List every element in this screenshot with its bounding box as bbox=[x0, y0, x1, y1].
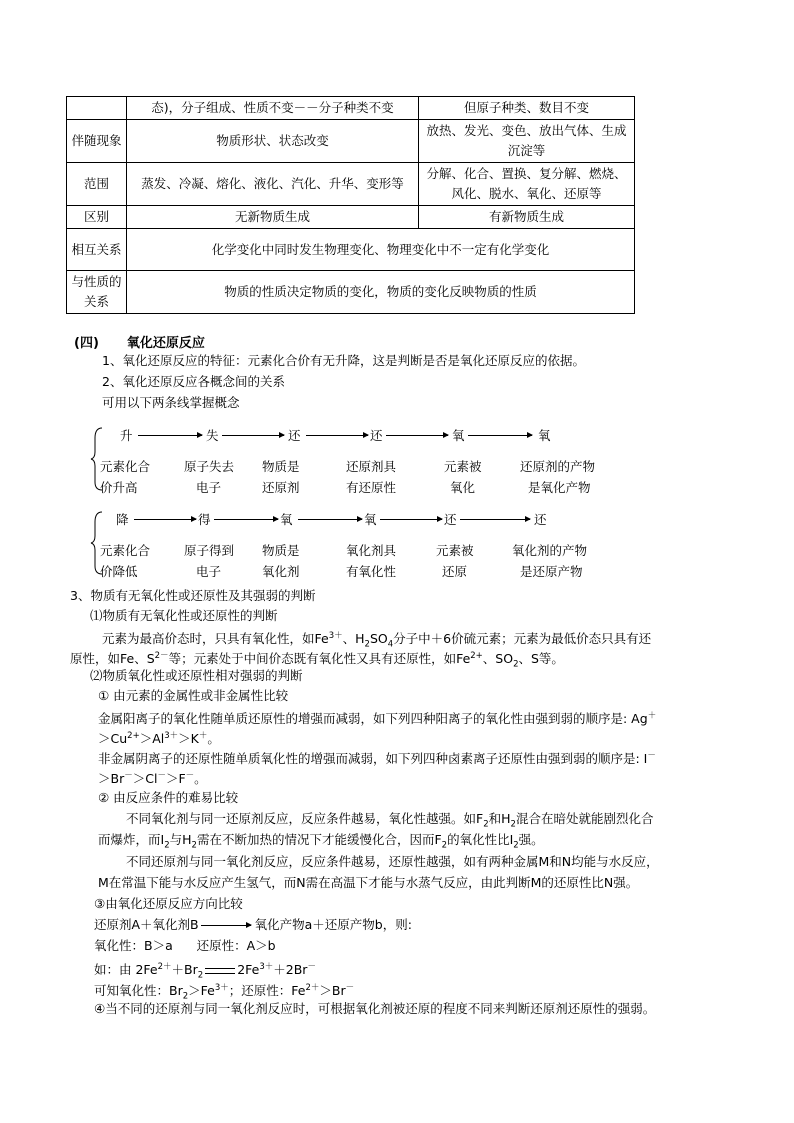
flow-head: 氧 bbox=[280, 512, 293, 527]
text-run: 可知氧化性：Br bbox=[94, 983, 183, 999]
text-run: 、S等。 bbox=[518, 651, 564, 667]
flow-label: 氧化 bbox=[450, 480, 476, 495]
text-run: ＞Br bbox=[98, 771, 125, 787]
flow-label: 还原剂具 bbox=[346, 459, 397, 474]
flow-head: 还 bbox=[534, 512, 547, 527]
arrow-icon bbox=[306, 435, 368, 436]
flow-label: 有还原性 bbox=[346, 480, 397, 495]
table-cell: 态)，分子组成、性质不变－－分子种类不变 bbox=[127, 97, 419, 120]
table-row bbox=[67, 271, 635, 314]
text-run: 、SO bbox=[482, 651, 514, 667]
paragraph bbox=[94, 915, 412, 935]
table-cell: 区别 bbox=[67, 206, 127, 229]
table-cell: 有新物质生成 bbox=[419, 206, 635, 229]
flow-label: 物质是 bbox=[262, 543, 300, 558]
concept-flow-reduction bbox=[90, 508, 650, 588]
flow-label: 电子 bbox=[196, 564, 222, 579]
paragraph: 可用以下两条线掌握概念 bbox=[102, 395, 240, 410]
text-run: 非金属阴离子的还原性随单质氧化性的增强而减弱，如下列四种卤素离子还原性由强到弱的顺序是: I bbox=[98, 751, 648, 767]
table-cell: 与性质的关系 bbox=[67, 271, 127, 314]
flow-label: 电子 bbox=[196, 480, 222, 495]
paragraph: M在常温下能与水反应产生氢气，而N需在高温下才能与水蒸气反应，由此判断M的还原性比N强。 bbox=[98, 875, 639, 890]
text-run: 不同氧化剂与同一还原剂反应，反应条件越易，氧化性越强。如F bbox=[126, 811, 484, 826]
paragraph: 原性，如Fe、$S^{2-}$等；元素处于中间价态既有氧化性又具有还原性，如$Fe^{2+}$、$SO_2$、S等。 bbox=[70, 651, 564, 670]
flow-head: 还 bbox=[444, 512, 457, 527]
arrow-icon bbox=[460, 519, 530, 520]
paragraph: 1、氧化还原反应的特征：元素化合价有无升降，这是判断是否是氧化还原反应的依据。 bbox=[102, 353, 585, 368]
text-run: ＋Br bbox=[171, 962, 198, 978]
table-cell: 蒸发、冷凝、熔化、液化、汽化、升华、变形等 bbox=[127, 163, 419, 206]
flow-label: 元素化合 bbox=[100, 459, 151, 474]
concept-flow-oxidation bbox=[90, 424, 650, 504]
text-run: 原性，如Fe、S bbox=[70, 651, 155, 667]
flow-label: 氧化剂的产物 bbox=[512, 543, 588, 558]
text-run: 与H bbox=[169, 832, 192, 847]
text-run: 的氧化性比I bbox=[447, 832, 514, 847]
text-run: 元素为最高价态时，只具有氧化性，如Fe bbox=[102, 631, 329, 647]
paragraph: ④当不同的还原剂与同一氧化剂反应时，可根据氧化剂被还原的程度不同来判断还原剂还原性的强弱。 bbox=[94, 1001, 656, 1016]
text-run: SO bbox=[369, 631, 388, 647]
arrow-icon bbox=[386, 435, 448, 436]
table-row bbox=[67, 97, 635, 120]
flow-label: 还原 bbox=[442, 564, 468, 579]
arrow-icon bbox=[380, 519, 442, 520]
text-run: ＞Cl bbox=[132, 771, 158, 787]
flow-label: 价降低 bbox=[100, 564, 138, 579]
section-heading bbox=[74, 332, 205, 351]
text-run: 金属阳离子的氧化性随单质还原性的增强而减弱，如下列四种阳离子的氧化性由强到弱的顺序是: Ag bbox=[98, 711, 648, 727]
arrow-icon bbox=[468, 435, 532, 436]
text-run: 而爆炸，而I bbox=[98, 832, 165, 847]
paragraph: ＞Br－＞Cl－＞F－。 bbox=[98, 771, 207, 787]
arrow-icon bbox=[214, 519, 278, 520]
flow-label: 氧化剂 bbox=[262, 564, 300, 579]
flow-label: 元素被 bbox=[444, 459, 482, 474]
text-run: 还原剂A＋氧化剂B bbox=[94, 917, 199, 932]
text-run: ＞Cu bbox=[98, 731, 128, 747]
table-cell: 相互关系 bbox=[67, 229, 127, 271]
section-title: 氧化还原反应 bbox=[126, 336, 205, 351]
paragraph: 元素为最高价态时，只具有氧化性，如$Fe^{3+}$、$H_2SO_4$分子中＋6价硫元素；元素为最低价态只具有还 bbox=[102, 631, 652, 650]
paragraph: 如：由 $2Fe^{2+}+Br_2$ $2Fe^{3+}+2Br^-$ bbox=[94, 962, 316, 981]
subheading: ③由氧化还原反应方向比较 bbox=[94, 896, 243, 911]
flow-head: 还 bbox=[288, 428, 301, 443]
text-run: 、H bbox=[342, 631, 365, 647]
paragraph: 可知氧化性：$Br_2>Fe^{3+}$；还原性：$Fe^{2+}>Br^-$ bbox=[94, 983, 355, 1002]
flow-head: 降 bbox=[116, 512, 129, 527]
text-run: ＋2Br bbox=[273, 962, 308, 978]
table-row bbox=[67, 163, 635, 206]
arrow-icon bbox=[222, 435, 284, 436]
table-row bbox=[67, 120, 635, 163]
subheading: ⑴物质有无氧化性或还原性的判断 bbox=[90, 608, 278, 623]
flow-label: 原子得到 bbox=[184, 543, 235, 558]
arrow-icon bbox=[199, 921, 255, 931]
comparison-table bbox=[66, 96, 635, 314]
table-cell: 但原子种类、数目不变 bbox=[419, 97, 635, 120]
text-run: 2Fe bbox=[237, 962, 260, 978]
text-run: 混合在暗处就能剧烈化合 bbox=[515, 811, 654, 826]
table-cell: 物质的性质决定物质的变化，物质的变化反映物质的性质 bbox=[127, 271, 635, 314]
paragraph: $>Cu^{2+}>Al^{3+}>K^+$。 bbox=[98, 731, 220, 747]
text-run: 如：由 2Fe bbox=[94, 962, 158, 978]
table-cell bbox=[67, 97, 127, 120]
equals-sign-icon bbox=[205, 968, 235, 974]
flow-label: 物质是 bbox=[262, 459, 300, 474]
table-cell: 物质形状、状态改变 bbox=[127, 120, 419, 163]
text-run: ；还原性：Fe bbox=[228, 983, 306, 999]
flow-head: 失 bbox=[206, 428, 219, 443]
table-cell: 分解、化合、置换、复分解、燃烧、风化、脱水、氧化、还原等 bbox=[419, 163, 635, 206]
table-cell: 伴随现象 bbox=[67, 120, 127, 163]
text-run: ＞Fe bbox=[188, 983, 215, 999]
arrow-icon bbox=[134, 519, 196, 520]
text-run: 分子中＋6价硫元素；元素为最低价态只具有还 bbox=[393, 631, 652, 647]
text-run: 氧化产物a＋还原产物b，则: bbox=[254, 917, 412, 932]
flow-label: 氧化剂具 bbox=[346, 543, 397, 558]
subheading: ① 由元素的金属性或非金属性比较 bbox=[98, 688, 289, 703]
flow-head: 氧 bbox=[452, 428, 465, 443]
flow-head: 氧 bbox=[364, 512, 377, 527]
table-cell: 范围 bbox=[67, 163, 127, 206]
flow-head: 还 bbox=[370, 428, 383, 443]
section-number: (四) bbox=[74, 336, 99, 351]
paragraph: 金属阳离子的氧化性随单质还原性的增强而减弱，如下列四种阳离子的氧化性由强到弱的顺序是: Ag＋ bbox=[98, 711, 657, 727]
flow-label: 元素被 bbox=[436, 543, 474, 558]
flow-head: 氧 bbox=[538, 428, 551, 443]
paragraph: 2、氧化还原反应各概念间的关系 bbox=[102, 374, 285, 389]
flow-label: 有氧化性 bbox=[346, 564, 397, 579]
text-run: 和H bbox=[488, 811, 511, 826]
flow-label: 原子失去 bbox=[184, 459, 235, 474]
text-run: 强。 bbox=[518, 832, 544, 847]
text-run: ＞K bbox=[178, 731, 199, 747]
table-cell: 放热、发光、变色、放出气体、生成沉淀等 bbox=[419, 120, 635, 163]
paragraph: 不同氧化剂与同一还原剂反应，反应条件越易，氧化性越强。如$F_2$和$H_2$混合在暗处就能剧烈化合 bbox=[126, 811, 654, 830]
table-cell: 无新物质生成 bbox=[127, 206, 419, 229]
text-run: ＞Br bbox=[319, 983, 346, 999]
flow-label: 元素化合 bbox=[100, 543, 151, 558]
subheading: 3、物质有无氧化性或还原性及其强弱的判断 bbox=[70, 588, 316, 603]
paragraph: 而爆炸，而$I_2$与$H_2$需在不断加热的情况下才能缓慢化合，因而$F_2$的氧化性比$I_2$强。 bbox=[98, 832, 544, 851]
text-run: 需在不断加热的情况下才能缓慢化合，因而F bbox=[196, 832, 442, 847]
paragraph: 不同还原剂与同一氧化剂反应，反应条件越易，还原性越强，如有两种金属M和N均能与水反应， bbox=[126, 854, 659, 869]
paragraph: 氧化性：B＞a 还原性：A＞b bbox=[94, 938, 276, 953]
text-run: ＞Al bbox=[139, 731, 165, 747]
arrow-icon bbox=[138, 435, 202, 436]
flow-head: 升 bbox=[120, 428, 133, 443]
arrow-icon bbox=[298, 519, 362, 520]
flow-label: 还原剂 bbox=[262, 480, 300, 495]
subheading: ⑵物质氧化性或还原性相对强弱的判断 bbox=[90, 668, 303, 683]
flow-label: 还原剂的产物 bbox=[520, 459, 596, 474]
subheading: ② 由反应条件的难易比较 bbox=[98, 790, 239, 805]
table-row bbox=[67, 206, 635, 229]
flow-label: 是氧化产物 bbox=[528, 480, 591, 495]
flow-label: 是还原产物 bbox=[520, 564, 583, 579]
table-row bbox=[67, 229, 635, 271]
flow-label: 价升高 bbox=[100, 480, 138, 495]
paragraph: 非金属阴离子的还原性随单质氧化性的增强而减弱，如下列四种卤素离子还原性由强到弱的顺序是: I－ bbox=[98, 751, 656, 767]
table-cell: 化学变化中同时发生物理变化、物理变化中不一定有化学变化 bbox=[127, 229, 635, 271]
flow-head: 得 bbox=[198, 512, 211, 527]
text-run: ＞F bbox=[165, 771, 186, 787]
text-run: 等；元素处于中间价态既有氧化性又具有还原性，如Fe bbox=[168, 651, 471, 667]
